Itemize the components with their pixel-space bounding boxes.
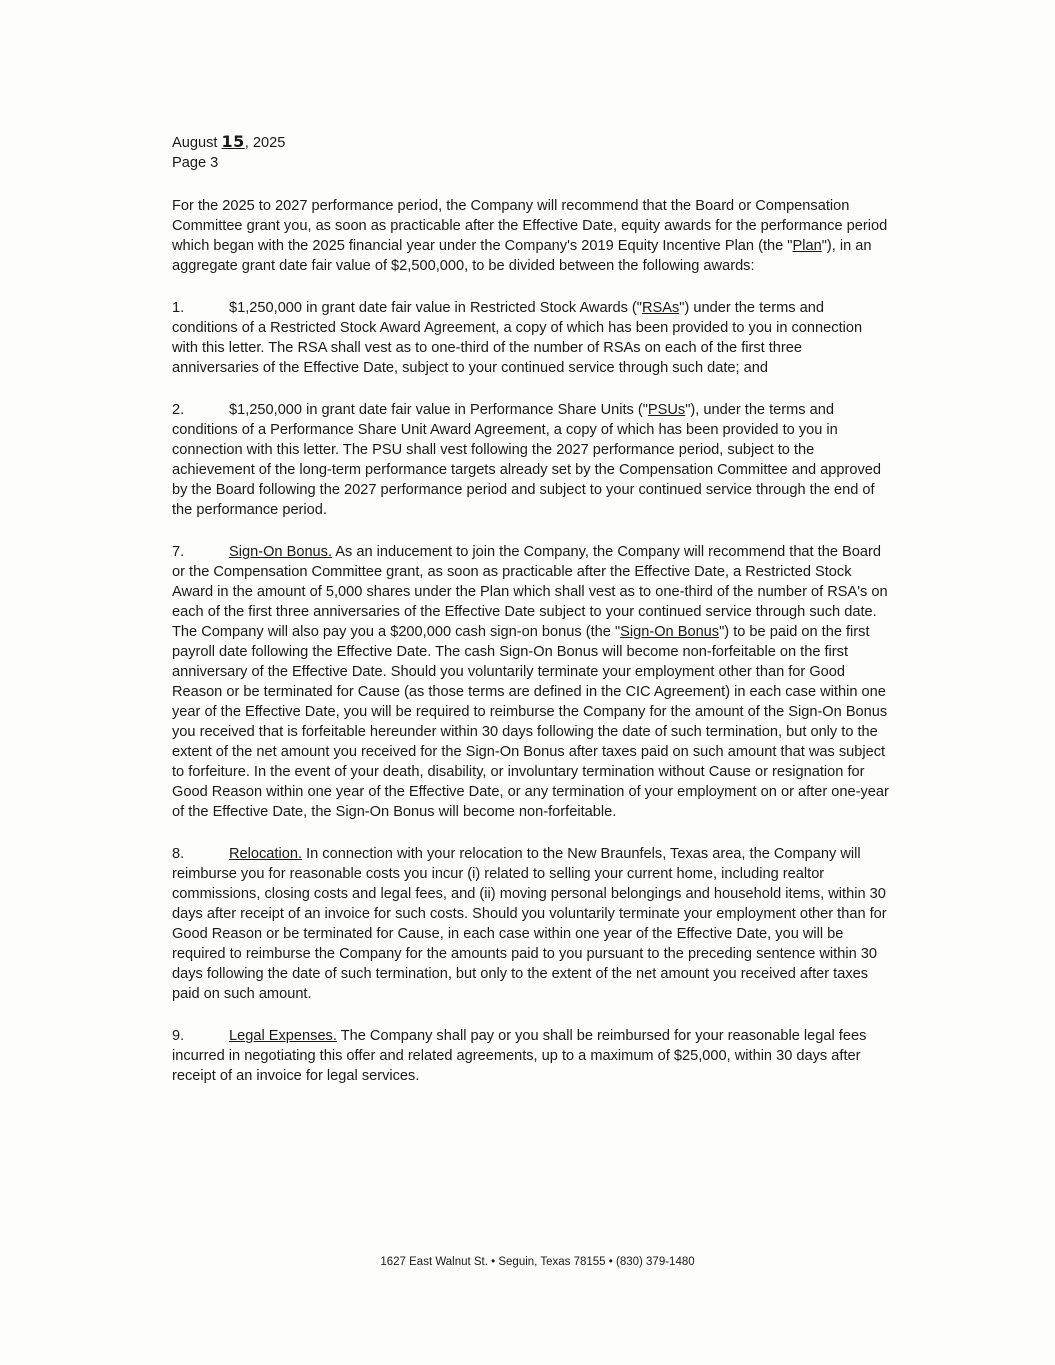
- award-psu-text-end: "), under the terms and conditions of a Performance Share Unit Award Agreement, a copy of which has been provided to you in connection with this letter. The PSU shall vest following the 2027 performance period, subject to the achievement of the long-term performance targets already set by the Compensation Committee and approved by the Board following the 2027 performance period and subject to your continued service through the end of the performance period.: [172, 402, 881, 518]
- intro-text-start: For the 2025 to 2027 performance period, the Company will recommend that the Board or Compensation Committee grant you, as soon as practicable after the Effective Date, equity awards for the performance period which began with the 2025 financial year under the Company's 2019 Equity Incentive Plan (the ": [172, 198, 888, 254]
- award-number: 2.: [172, 402, 185, 418]
- award-item-psu: [172, 400, 890, 520]
- section-relocation: [172, 844, 890, 1004]
- award-item-rsa: [172, 298, 890, 378]
- plan-defined-term: Plan: [792, 238, 822, 254]
- date-day-handwritten: 15: [221, 132, 245, 151]
- section-heading: Relocation.: [229, 846, 303, 862]
- sign-on-bonus-defined-term: Sign-On Bonus: [620, 624, 720, 640]
- rsa-defined-term: RSAs: [641, 300, 680, 316]
- award-rsa-text-end: ") under the terms and conditions of a Restricted Stock Award Agreement, a copy of which has been provided to you in connection with this letter. The RSA shall vest as to one-third of the number of RSAs on each of the first three anniversaries of the Effective Date, subject to your continued service through such date; and: [172, 300, 863, 376]
- letter-body: [172, 132, 890, 1108]
- psu-defined-term: PSUs: [647, 402, 686, 418]
- section-number: 9.: [172, 1028, 185, 1044]
- section-7-text-start: As an inducement to join the Company, the Company will recommend that the Board or the Compensation Committee grant, as soon as practicable after the Effective Date, a Restricted Stock Award in the amount of 5,000 shares under the Plan which shall vest as to one-third of the number of RSA's on each of the first three anniversaries of the Effective Date subject to your continued service through such date. The Company will also pay you a $200,000 cash sign-on bonus (the ": [172, 544, 888, 640]
- section-sign-on-bonus: [172, 542, 890, 822]
- intro-text-end: "), in an aggregate grant date fair value of $2,500,000, to be divided between the following awards:: [172, 238, 872, 274]
- section-9-text: The Company shall pay or you shall be reimbursed for your reasonable legal fees incurred in negotiating this offer and related agreements, up to a maximum of $25,000, within 30 days after receipt of an invoice for legal services.: [172, 1028, 867, 1084]
- section-heading: Legal Expenses.: [229, 1028, 337, 1044]
- section-7-text-end: ") to be paid on the first payroll date following the Effective Date. The cash Sign-On Bonus will become non-forfeitable on the first anniversary of the Effective Date. Should you voluntarily terminate your employment other than for Good Reason or be terminated for Cause (as those terms are defined in the CIC Agreement) in each case within one year of the Effective Date, you will be required to reimburse the Company for the amount of the Sign-On Bonus you received that is forfeitable hereunder within 30 days following the date of such termination, but only to the extent of the net amount you received for the Sign-On Bonus after taxes paid on such amount that was subject to forfeiture. In the event of your death, disability, or involuntary termination without Cause or resignation for Good Reason within one year of the Effective Date, or any termination of your employment on or after one-year of the Effective Date, the Sign-On Bonus will become non-forfeitable.: [172, 624, 889, 820]
- award-number: 1.: [172, 300, 185, 316]
- section-8-text: In connection with your relocation to the New Braunfels, Texas area, the Company will reimburse you for reasonable costs you incur (i) related to selling your current home, including realtor commissions, closing costs and legal fees, and (ii) moving personal belongings and household items, within 30 days after receipt of an invoice for such costs. Should you voluntarily terminate your employment other than for Good Reason or be terminated for Cause, in each case within one year of the Effective Date, you will be required to reimburse the Company for the amounts paid to you pursuant to the preceding sentence within 30 days following the date of such termination, but only to the extent of the net amount you received after taxes paid on such amount.: [172, 846, 887, 1002]
- award-psu-text-start: $1,250,000 in grant date fair value in Performance Share Units (": [229, 402, 648, 418]
- date-year: , 2025: [244, 135, 286, 151]
- letter-date: [172, 132, 890, 153]
- date-month: August: [172, 135, 218, 151]
- section-number: 8.: [172, 846, 185, 862]
- intro-paragraph: [172, 196, 890, 276]
- section-legal-expenses: [172, 1026, 890, 1086]
- award-rsa-text-start: $1,250,000 in grant date fair value in Restricted Stock Awards (": [229, 300, 642, 316]
- footer-address: 1627 East Walnut St. • Seguin, Texas 78155 • (830) 379-1480: [380, 1256, 695, 1268]
- section-heading: Sign-On Bonus.: [229, 544, 333, 560]
- section-number: 7.: [172, 544, 185, 560]
- page-number: Page 3: [172, 155, 219, 171]
